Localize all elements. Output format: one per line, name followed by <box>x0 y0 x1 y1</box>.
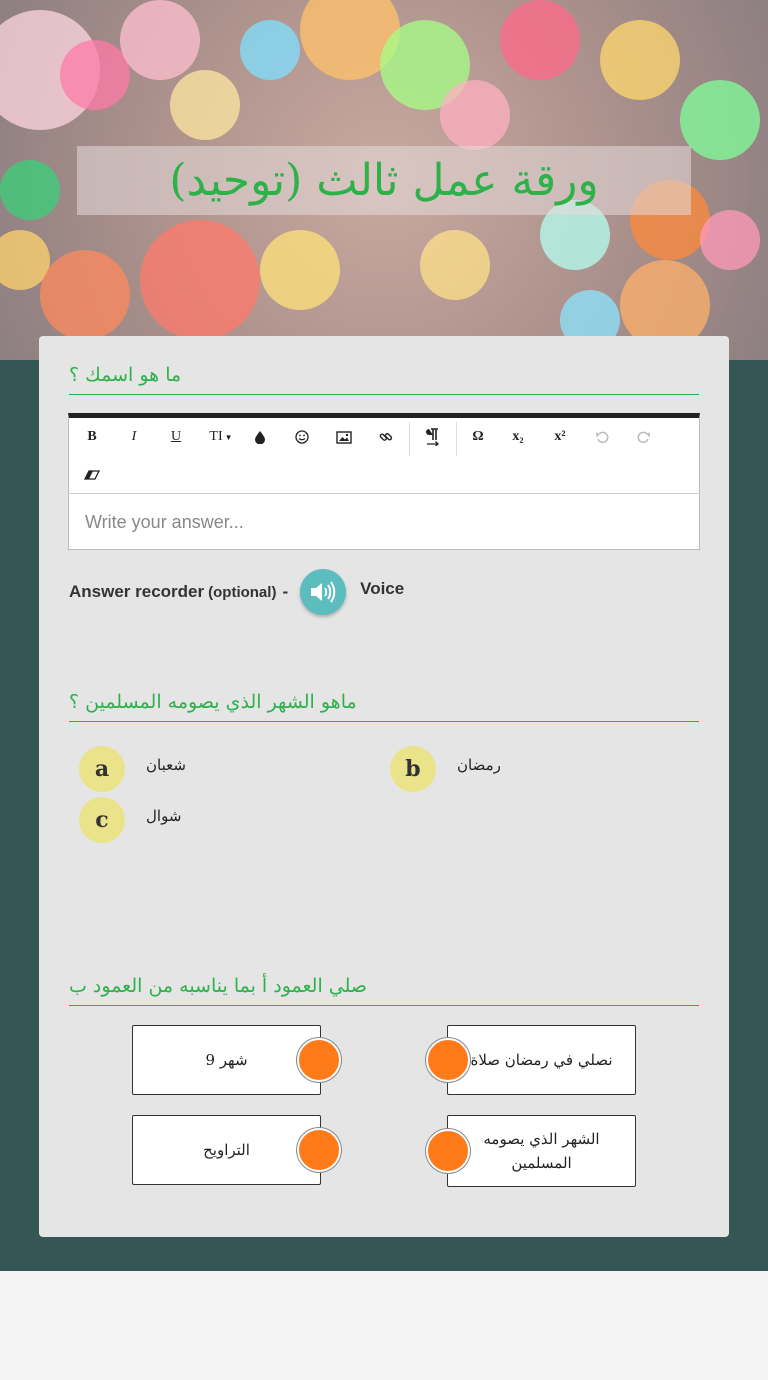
header-banner <box>0 0 768 360</box>
match-right-item-2[interactable] <box>447 1115 636 1187</box>
answer-input[interactable] <box>69 495 699 549</box>
eraser-icon[interactable] <box>75 458 109 492</box>
paragraph-direction-icon[interactable] <box>416 420 450 454</box>
worksheet-card <box>39 336 729 1237</box>
text-size-dropdown[interactable] <box>201 420 241 454</box>
toolbar-separator <box>409 422 410 456</box>
undo-icon[interactable] <box>585 420 619 454</box>
link-icon[interactable] <box>369 420 403 454</box>
recorder-label: Answer recorder <box>69 582 205 601</box>
page-footer-area <box>0 1271 768 1380</box>
voice-label: Voice <box>360 579 405 598</box>
toolbar-separator <box>456 422 457 456</box>
match-left-item-1-text: شهر 9 <box>205 1051 248 1069</box>
italic-button[interactable]: I <box>131 429 137 444</box>
rich-text-editor <box>68 413 700 550</box>
speaker-icon <box>309 580 337 604</box>
special-chars-button[interactable]: Ω <box>472 429 484 444</box>
match-right-item-1-text: نصلي في رمضان صلاة <box>470 1051 613 1069</box>
answer-recorder <box>69 568 404 616</box>
page-title: ورقة عمل ثالث (توحيد) <box>169 154 599 206</box>
image-icon[interactable] <box>327 420 361 454</box>
match-left-item-1[interactable] <box>132 1025 321 1095</box>
recorder-optional: (optional) <box>208 583 277 601</box>
emoji-icon[interactable] <box>285 420 319 454</box>
option-a-text: شعبان <box>146 756 186 774</box>
question3-title <box>69 975 699 1006</box>
text-size-label: TI <box>209 429 223 444</box>
question1-title <box>69 364 699 395</box>
match-right-connector-1[interactable] <box>426 1038 470 1082</box>
match-left-connector-2[interactable] <box>297 1128 341 1172</box>
bold-button[interactable]: B <box>87 429 97 444</box>
match-left-item-2-text: التراويح <box>203 1141 250 1159</box>
text-color-icon[interactable] <box>243 420 277 454</box>
option-b[interactable] <box>390 746 501 792</box>
match-right-connector-2[interactable] <box>426 1129 470 1173</box>
question1-title-text: ما هو اسمك ؟ <box>69 364 182 386</box>
subscript-button[interactable]: x₂ <box>512 429 524 444</box>
underline-button[interactable]: U <box>170 429 182 444</box>
redo-icon[interactable] <box>627 420 661 454</box>
option-c-letter: c <box>79 797 125 843</box>
title-box <box>77 146 691 215</box>
editor-toolbar <box>69 418 699 494</box>
match-left-connector-1[interactable] <box>297 1038 341 1082</box>
match-left-item-2[interactable] <box>132 1115 321 1185</box>
recorder-dash: - <box>282 582 289 601</box>
voice-record-button[interactable] <box>300 569 346 615</box>
option-b-letter: b <box>390 746 436 792</box>
option-b-text: رمضان <box>457 756 501 774</box>
option-c-text: شوال <box>146 807 182 825</box>
option-c[interactable] <box>79 797 181 843</box>
match-right-item-2-text: الشهر الذي يصومه المسلمين <box>483 1130 600 1172</box>
match-right-item-1[interactable] <box>447 1025 636 1095</box>
question2-title-text: ماهو الشهر الذي يصومه المسلمين ؟ <box>69 691 357 713</box>
option-a[interactable] <box>79 746 186 792</box>
option-a-letter: a <box>79 746 125 792</box>
question3-title-text: صلي العمود أ بما يناسبه من العمود ب <box>69 975 368 997</box>
superscript-button[interactable]: x² <box>554 429 566 444</box>
caret-down-icon: ▼ <box>224 432 233 442</box>
question2-title <box>69 691 699 722</box>
